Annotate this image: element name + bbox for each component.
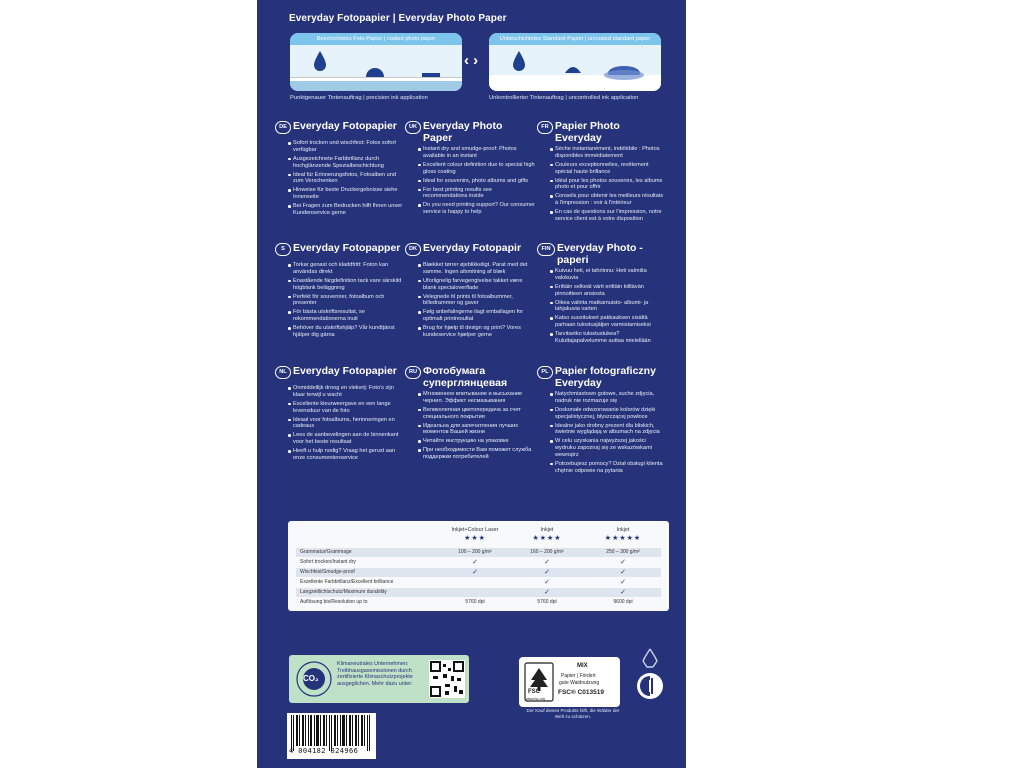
list-item: For best printing results see recommendations inside (423, 187, 535, 201)
fsc-code: FSC® C013519 (558, 689, 604, 696)
table-row (296, 548, 661, 557)
co2-badge: CO₂ (303, 674, 319, 683)
list-item: Hinweise für beste Druckergebnisse siehe Innenseite (293, 187, 405, 201)
row-label: Grammatur/Grammage (300, 549, 352, 555)
row-label: Exzellente Farbbrillanz/Excellent brilliance (300, 579, 394, 585)
list-item: Do you need printing support? Our consumer service is happy to help (423, 202, 535, 216)
lang-code-badge: PL (537, 366, 553, 379)
table-column-header (578, 527, 668, 542)
lang-block-ru (405, 365, 535, 463)
table-row (296, 578, 661, 587)
list-item: Ausgezeichnete Farbbrillanz durch hochglänzende Spezialbeschichtung (293, 156, 405, 170)
lang-code-badge: NL (275, 366, 291, 379)
list-item: Idéal pour les photos souvenirs, les albums photo et pour offrir (555, 178, 667, 192)
column-label: Inkjet+Colour Laser (451, 527, 499, 533)
comparison-table (288, 521, 669, 611)
barcode-number: 4 004182 024966 (289, 747, 359, 755)
star-rating: ★★★★ (532, 535, 562, 542)
check-icon: ✓ (544, 579, 550, 586)
fsc-caption: Der Kauf dieses Produkts hilft, die Wälder der Welt zu schützen. (526, 708, 620, 719)
list-item: Ideal für Erinnerungsfotos, Fotoalben und zum Verschenken (293, 172, 405, 186)
list-item: Enastående färgdefinition tack vare särskild högblank beläggning (293, 278, 405, 292)
check-icon: ✓ (472, 569, 478, 576)
table-cell: 5760 dpi (537, 599, 557, 605)
list-item: Behöver du utskriftshjälp? Vår kundtjänst hjälper dig gärna (293, 325, 405, 339)
coated-ink-drop-diagram (290, 45, 462, 91)
lang-block-uk (405, 120, 535, 218)
row-label: Wischfest/Smudge-proof (300, 569, 355, 575)
check-icon: ✓ (620, 569, 626, 576)
lang-block-s (275, 242, 405, 341)
list-item: Oikea valinta matkamuisto- albumi- ja lahjakuvia varten (555, 300, 667, 314)
package-back (257, 0, 686, 768)
list-item: Lees de aanbevelingen aan de binnenkant voor het beste resultaat (293, 432, 405, 446)
table-cell: 5760 dpi (465, 599, 485, 605)
list-item: Sèche instantanément, indélébile : Photos disponibles immédiatement (555, 146, 667, 160)
list-item: Tarvitsetko tulostustukea? Kuluttajapalvelumme auttaa mielellään (555, 331, 667, 345)
lang-heading: Papier Photo Everyday (555, 120, 620, 144)
lang-heading: Everyday Fotopapir (423, 242, 522, 254)
list-item: Perfekt för souvenirer, fotoalbum och presenter (293, 294, 405, 308)
fsc-line2: gute Waldnutzung (559, 680, 600, 686)
list-item: W celu uzyskania najwyższej jakości wydruku zapoznaj się ze wskazówkami wewnątrz (555, 438, 667, 458)
column-label: Inkjet (616, 527, 630, 533)
list-item: Мгновенное впитывание и высыхание чернил. Эффект несмазывания (423, 391, 535, 405)
uncoated-caption: Unkontrollierter Tintenauftrag | uncontrolled ink application (489, 95, 639, 101)
column-label: Inkjet (540, 527, 554, 533)
list-item: Ideaal voor fotoalbums, herinneringen en cadeaus (293, 417, 405, 431)
list-item: Uforlignelig farvegengivelse takket være blank specialoverflade (423, 278, 535, 292)
row-label: Langzeitlichtschutz/Maximum durability (300, 589, 387, 595)
lang-block-fin (537, 242, 667, 347)
lang-heading: Everyday Photo -paperi (557, 242, 643, 266)
lang-code-badge: S (275, 243, 291, 256)
table-row (296, 598, 661, 607)
list-item: Ideal for souvenirs, photo albums and gifts (423, 178, 535, 185)
list-item: Velegnede til prints til fotoalbummer, billedrammer og gaver (423, 294, 535, 308)
lang-heading: Everyday Fotopapper (293, 242, 401, 254)
climate-neutral-box (289, 655, 469, 703)
list-item: Heeft u hulp nodig? Vraag het gerust aan onze consumentenservice (293, 448, 405, 462)
lang-heading: Everyday Fotopapier (293, 365, 397, 377)
table-cell: 250 – 300 g/m² (606, 549, 640, 555)
list-item: Onmiddellijk droog en vlekvrij: Foto's zijn klaar terwijl u wacht (293, 385, 405, 399)
fsc-mix: MIX (577, 663, 588, 669)
fsc-label (519, 657, 620, 707)
table-cell: 100 – 200 g/m² (458, 549, 492, 555)
coated-paper-illustration (290, 33, 462, 91)
list-item: För bästa utskriftsresultat, se rekommendationerna inuti (293, 309, 405, 323)
coated-caption: Punktgenauer Tintenauftrag | precision ink application (290, 95, 428, 101)
fsc-tree-icon (524, 662, 554, 702)
table-cell: 160 – 200 g/m² (530, 549, 564, 555)
comparison-arrows-icon: ‹ › (464, 52, 479, 69)
list-item: Bei Fragen zum Bedrucken hilft Ihnen unser Kundenservice gerne (293, 203, 405, 217)
list-item: Excellent colour definition due to special high gloss coating (423, 161, 535, 175)
table-cell: 9600 dpi (613, 599, 633, 605)
star-rating: ★★★ (464, 535, 486, 542)
check-icon: ✓ (472, 559, 478, 566)
list-item: Excellente kleurweergave en een lange levensduur van de foto (293, 401, 405, 415)
check-icon: ✓ (544, 559, 550, 566)
table-row (296, 568, 661, 577)
lang-code-badge: DK (405, 243, 421, 256)
check-icon: ✓ (544, 589, 550, 596)
list-item: Potrzebujesz pomocy? Dział obsługi klienta chętnie odpowie na pytania (555, 461, 667, 475)
barcode (287, 713, 376, 759)
check-icon: ✓ (620, 589, 626, 596)
lang-code-badge: RU (405, 366, 421, 379)
list-item: Великолепная цветопередача за счет специального покрытия (423, 407, 535, 421)
list-item: Sofort trocken und wischfest: Fotos sofort verfügbar (293, 140, 405, 154)
check-icon: ✓ (620, 579, 626, 586)
climate-text: Klimaneutrales Unternehmen: Treibhausgasemissionen durch zertifizierte Klimaschutzprojekte ausgeglichen. Mehr dazu unter: (337, 661, 413, 687)
qr-code-icon[interactable] (429, 660, 465, 698)
fsc-url: www.fsc.org (526, 697, 545, 701)
lang-block-fr (537, 120, 667, 225)
coated-paper-header: Beschichtetes Foto-Papier | coated photo paper (290, 33, 462, 45)
list-item: Kuivuu heti, ei tahriinnu: Heti valmiita valokuvia (555, 268, 667, 282)
uncoated-paper-header: Unbeschichtetes Standard-Papier | uncoated standard paper (489, 33, 661, 45)
lang-heading: Papier fotograficzny Everyday (555, 365, 656, 389)
list-item: Erittäin selkeät värit erittäin kiiltävän pinnoitteen ansiosta (555, 284, 667, 298)
list-item: Doskonałe odwzorowanie kolorów dzięki specjalistycznej, błyszczącej powłoce (555, 407, 667, 421)
lang-code-badge: DE (275, 121, 291, 134)
lang-block-nl (275, 365, 405, 464)
list-item: Читайте инструкцию на упаковке (423, 438, 535, 445)
list-item: Katso suositukset pakkauksen sisältä parhaan tulostusjäljen varmistamiseksi (555, 315, 667, 329)
row-label: Sofort trocken/Instant dry (300, 559, 356, 565)
list-item: Natychmiastowo gotowe, suche zdjęcia, nadruk nie rozmazuje się (555, 391, 667, 405)
uncoated-ink-drop-diagram (489, 45, 661, 91)
list-item: Blækket tørrer øjeblikkeligt. Parat med det samme. Ingen afsmitning af blæk (423, 262, 535, 276)
star-rating: ★★★★★ (604, 535, 642, 542)
list-item: Brug for hjælp til design og print? Vores kundeservice hjælper gerne (423, 325, 535, 339)
lang-code-badge: UK (405, 121, 421, 134)
recycle-icon (638, 646, 662, 670)
table-row (296, 558, 661, 567)
list-item: Couleurs exceptionnelles, revêtement spécial haute brillance (555, 162, 667, 176)
lang-heading: Фотобумага суперглянцевая (423, 365, 508, 389)
fsc-logo-text: FSC (528, 689, 540, 695)
lang-code-badge: FIN (537, 243, 555, 256)
list-item: Идеальна для запечатления лучших моментов Вашей жизни (423, 423, 535, 437)
lang-block-dk (405, 242, 535, 341)
fsc-line1: Papier | Fördert (561, 673, 596, 679)
lang-block-de (275, 120, 405, 219)
check-icon: ✓ (620, 559, 626, 566)
lang-heading: Everyday Photo Paper (423, 120, 503, 144)
green-dot-icon (636, 672, 664, 700)
barcode-bars-icon (287, 713, 376, 751)
list-item: Følg anbefalingerne ilagt emballagen for optimalt printresultat (423, 309, 535, 323)
lang-code-badge: FR (537, 121, 553, 134)
list-item: En cas de questions sur l'impression, notre service client est à votre disposition (555, 209, 667, 223)
lang-heading: Everyday Fotopapier (293, 120, 397, 132)
list-item: Instant dry and smudge-proof: Photos available in an instant (423, 146, 535, 160)
table-row (296, 588, 661, 597)
list-item: Torkar genast och kladdfritt: Foton kan användas direkt (293, 262, 405, 276)
row-label: Auflösung bis/Resolution up to (300, 599, 368, 605)
list-item: Conseils pour obtenir les meilleurs résultats à l'impression : voir à l'intérieur (555, 193, 667, 207)
uncoated-paper-illustration (489, 33, 661, 91)
list-item: Idealne jako drobny prezent dla bliskich, świetnie wyglądają w albumach na zdjęcia (555, 423, 667, 437)
list-item: При необходимости Вам поможет служба поддержки потребителей (423, 447, 535, 461)
check-icon: ✓ (544, 569, 550, 576)
lang-block-pl (537, 365, 667, 477)
package-title: Everyday Fotopapier | Everyday Photo Paper (289, 13, 507, 24)
